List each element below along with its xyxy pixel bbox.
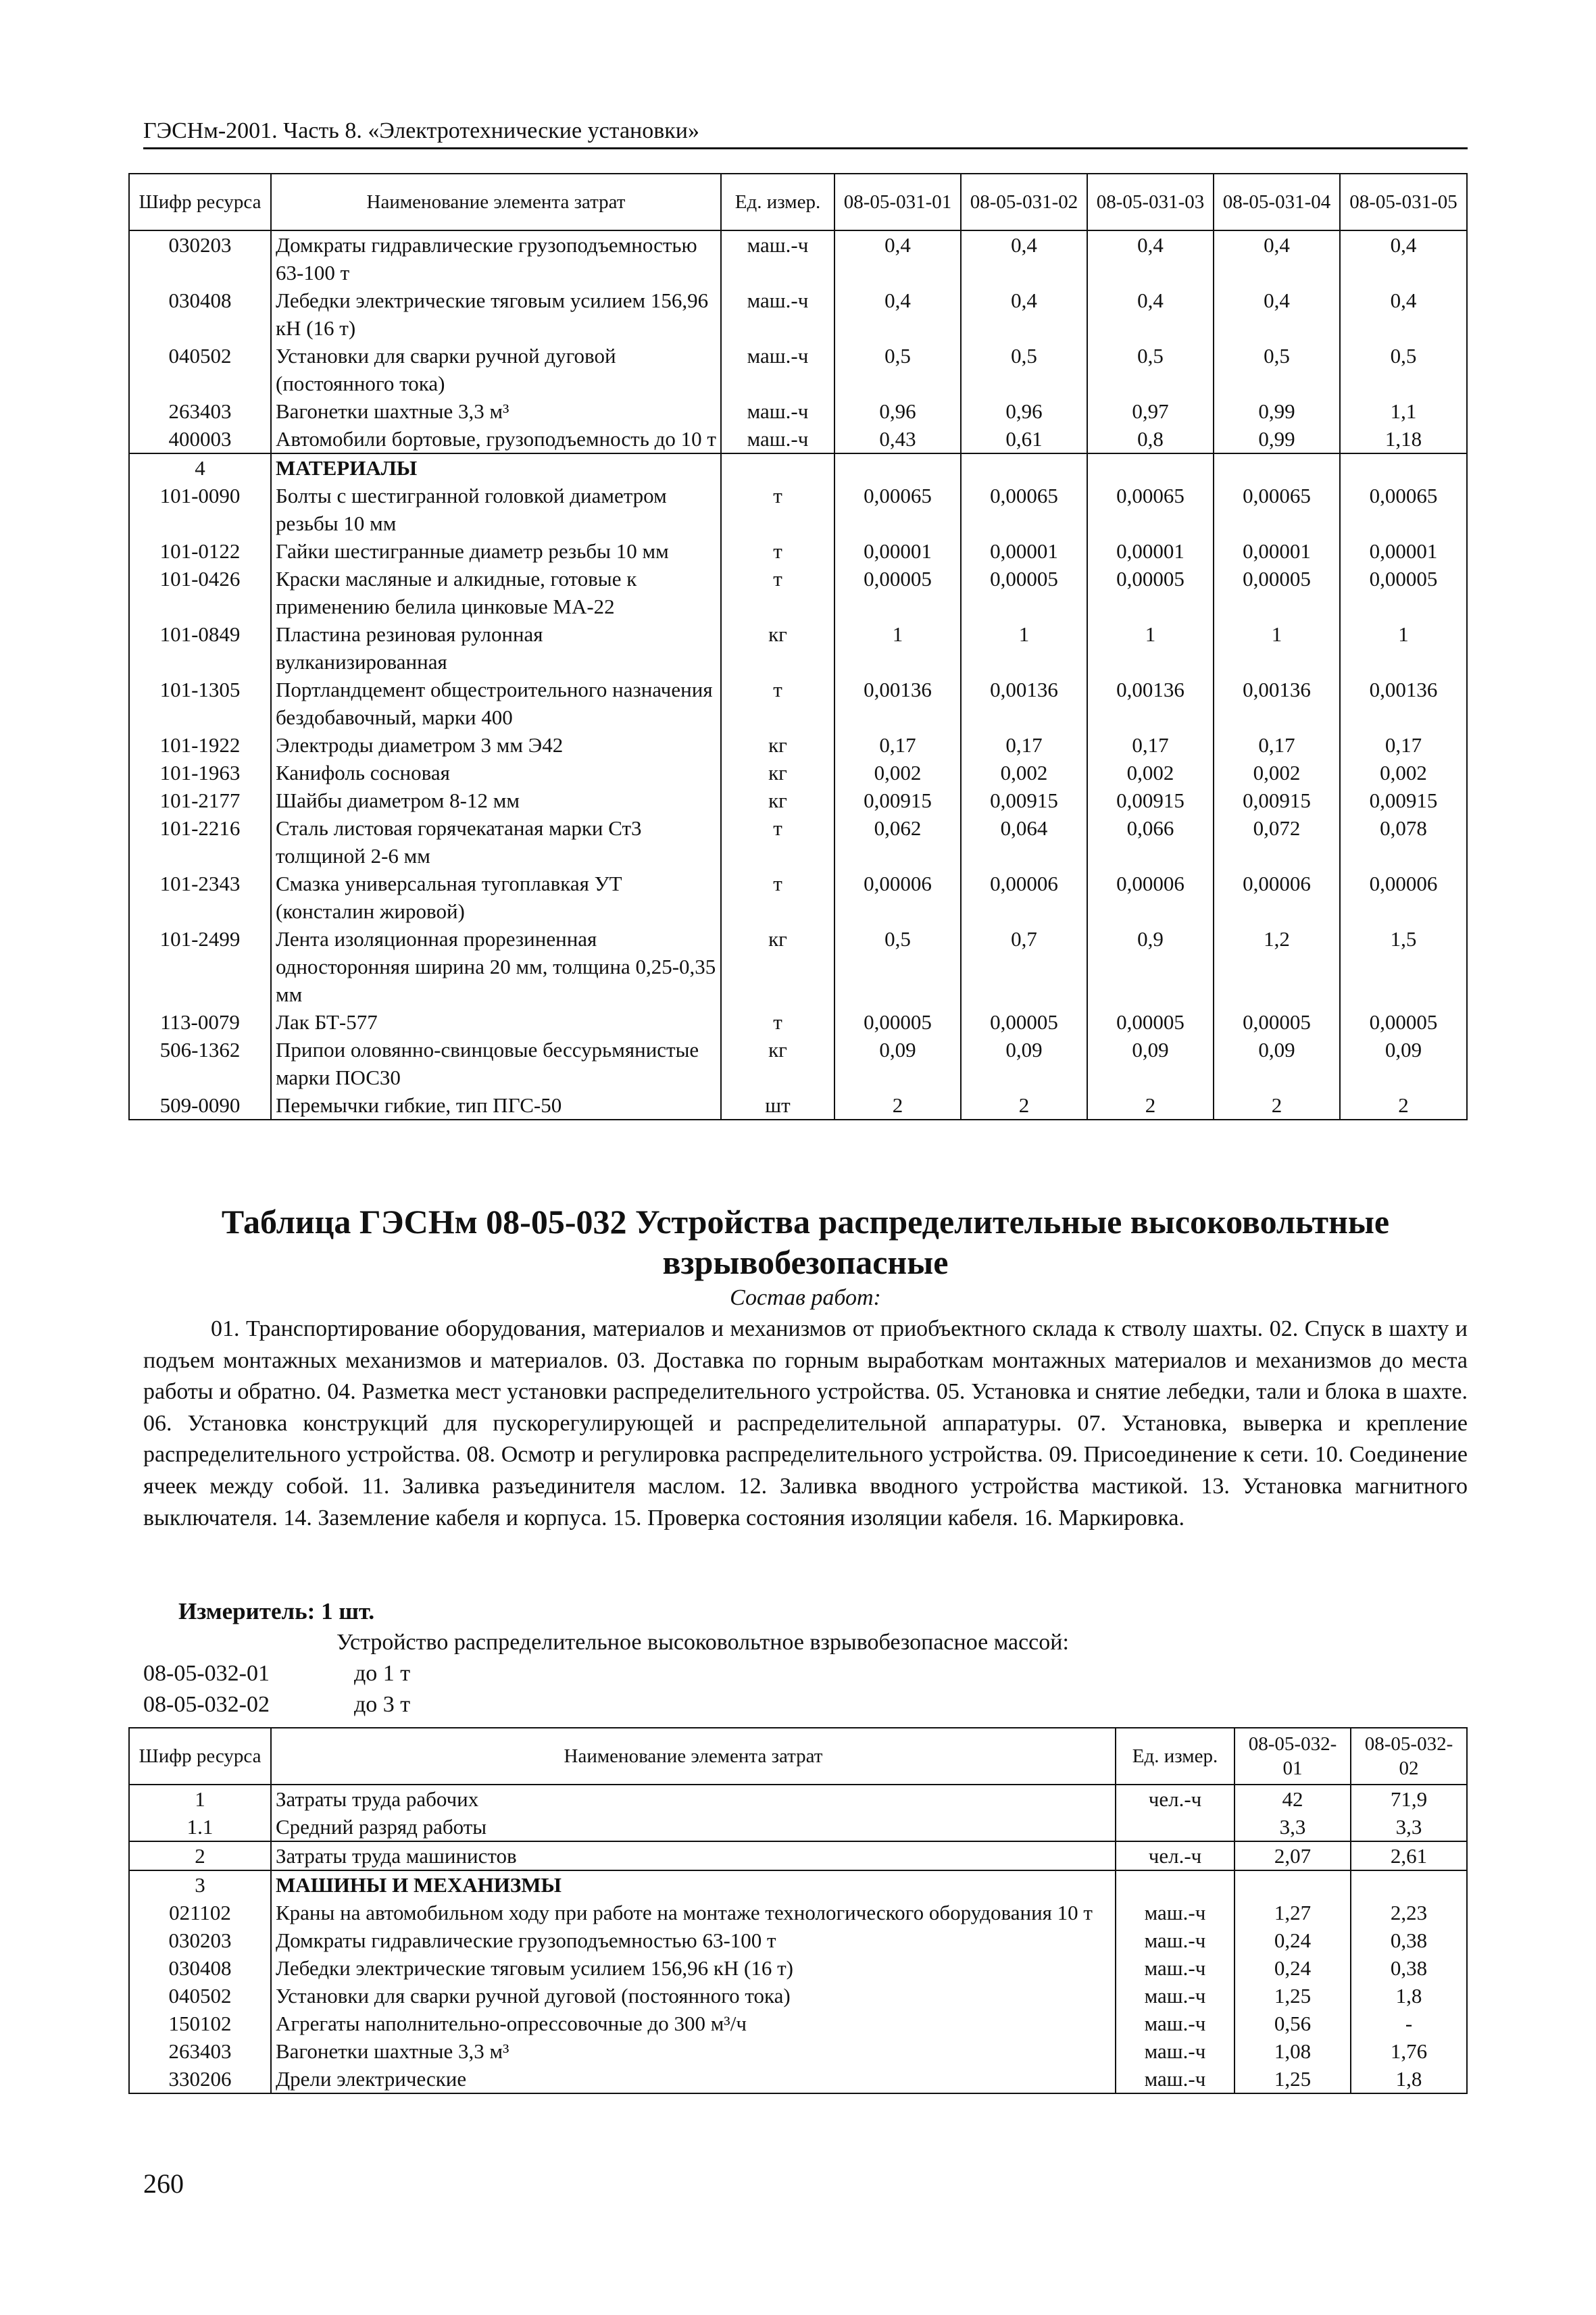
norm-value: 0,00915 — [1087, 787, 1214, 814]
resource-code: 030203 — [129, 230, 271, 287]
resource-unit: маш.-ч — [1116, 2037, 1235, 2065]
norm-value: 1,27 — [1235, 1899, 1351, 1926]
norm-value: 0,00006 — [1340, 870, 1467, 925]
norm-value: 0,00006 — [961, 870, 1087, 925]
resource-code: 330206 — [129, 2065, 271, 2093]
table-row — [129, 1982, 1467, 2010]
resource-unit: кг — [721, 787, 834, 814]
norm-value: 0,00001 — [834, 537, 961, 565]
variant-label: до 3 т — [354, 1692, 411, 1717]
norm-value — [1351, 1870, 1467, 1899]
norm-value: 0,09 — [1214, 1036, 1340, 1091]
resource-name: Вагонетки шахтные 3,3 м³ — [271, 2037, 1116, 2065]
resource-unit: шт — [721, 1091, 834, 1120]
table-row — [129, 870, 1467, 925]
norm-value: 1,2 — [1214, 925, 1340, 1008]
resource-name: Лебедки электрические тяговым усилием 156,96 кН (16 т) — [271, 287, 721, 342]
table-row — [129, 425, 1467, 453]
norm-value: 0,17 — [961, 731, 1087, 759]
table-group-row — [129, 453, 1467, 482]
norm-value: 1,8 — [1351, 1982, 1467, 2010]
norm-value: 0,99 — [1214, 397, 1340, 425]
norm-value: 0,9 — [1087, 925, 1214, 1008]
resource-code: 101-0849 — [129, 620, 271, 676]
resource-unit: чел.-ч — [1116, 1841, 1235, 1870]
norm-value: 2 — [1340, 1091, 1467, 1120]
section-title: Таблица ГЭСНм 08-05-032 Устройства распределительные высоковольтные взрывобезопасные — [221, 1203, 1390, 1281]
resource-code: 1 — [129, 1785, 271, 1813]
norm-value: 0,00001 — [961, 537, 1087, 565]
resource-unit: маш.-ч — [1116, 1954, 1235, 1982]
resource-name: Гайки шестигранные диаметр резьбы 10 мм — [271, 537, 721, 565]
resource-unit: маш.-ч — [1116, 1982, 1235, 2010]
norm-value: 0,4 — [961, 230, 1087, 287]
resource-code: 040502 — [129, 1982, 271, 2010]
work-composition-text: 01. Транспортирование оборудования, материалов и механизмов от приобъектного склада к стволу шахты. 02. Спуск в шахту и подъем монтажных механизмов и материалов. 03. Доставка по горным выработкам монтажных материалов и механизмов до места работы и обратно. 04. Разметка мест установки распределительного устройства. 05. Установка и снятие лебедки, тали и блока в шахте. 06. Установка конструкций для пускорегулирующей и распределительной аппаратуры. 07. Установка, выверка и крепление распределительного устройства. 08. Осмотр и регулировка распределительного устройства. 09. Присоединение к сети. 10. Соединение ячеек между собой. 11. Заливка разъединителя маслом. 12. Заливка вводного устройства мастикой. 13. Установка магнитного выключателя. 14. Заземление кабеля и корпуса. 15. Проверка состояния изоляции кабеля. 16. Маркировка. — [143, 1316, 1468, 1530]
col-header-variant: 08-05-031-03 — [1087, 174, 1214, 230]
col-header-unit: Ед. измер. — [721, 174, 834, 230]
resource-code: 400003 — [129, 425, 271, 453]
resource-unit: маш.-ч — [721, 397, 834, 425]
resource-code: 263403 — [129, 2037, 271, 2065]
norm-value: 0,00065 — [1087, 482, 1214, 537]
norm-value: 0,00005 — [1340, 1008, 1467, 1036]
resource-code: 101-2216 — [129, 814, 271, 870]
resource-unit: маш.-ч — [1116, 1899, 1235, 1926]
resource-unit: маш.-ч — [1116, 2010, 1235, 2037]
norm-value: 2,61 — [1351, 1841, 1467, 1870]
norm-value: 2,23 — [1351, 1899, 1467, 1926]
table-row — [129, 814, 1467, 870]
table-row — [129, 1926, 1467, 1954]
norm-value: 0,4 — [1340, 287, 1467, 342]
resource-unit: т — [721, 676, 834, 731]
table-row — [129, 537, 1467, 565]
norm-value: 0,00005 — [1214, 1008, 1340, 1036]
resource-name — [271, 1870, 1116, 1899]
norm-value: 0,61 — [961, 425, 1087, 453]
resource-unit: чел.-ч — [1116, 1785, 1235, 1813]
resource-name: Установки для сварки ручной дуговой (постоянного тока) — [271, 1982, 1116, 2010]
table-row — [129, 620, 1467, 676]
norm-value: 0,00005 — [1087, 565, 1214, 620]
col-header-variant: 08-05-031-02 — [961, 174, 1087, 230]
table-row — [129, 759, 1467, 787]
resource-name: Сталь листовая горячекатаная марки Ст3 толщиной 2-6 мм — [271, 814, 721, 870]
norm-value: 2 — [961, 1091, 1087, 1120]
norm-value: 1,25 — [1235, 2065, 1351, 2093]
table-row — [129, 230, 1467, 287]
resource-code: 263403 — [129, 397, 271, 425]
norm-value — [1087, 453, 1214, 482]
resource-code: 113-0079 — [129, 1008, 271, 1036]
variant-code: 08-05-032-02 — [143, 1692, 270, 1717]
table-row — [129, 1008, 1467, 1036]
norm-value: 0,38 — [1351, 1926, 1467, 1954]
resource-name: Болты с шестигранной головкой диаметром резьбы 10 мм — [271, 482, 721, 537]
norm-value: 0,062 — [834, 814, 961, 870]
resource-code: 101-0090 — [129, 482, 271, 537]
resource-code: 101-1305 — [129, 676, 271, 731]
resource-unit — [1116, 1870, 1235, 1899]
norm-value: 0,00006 — [1087, 870, 1214, 925]
measure-unit: Измеритель: 1 шт. — [178, 1598, 375, 1624]
resource-unit: т — [721, 1008, 834, 1036]
resource-name: Лебедки электрические тяговым усилием 156,96 кН (16 т) — [271, 1954, 1116, 1982]
norm-value: 1,18 — [1340, 425, 1467, 453]
norm-value: 0,00065 — [961, 482, 1087, 537]
norm-value: 0,5 — [834, 342, 961, 397]
norm-value: 1 — [834, 620, 961, 676]
resource-code: 101-2499 — [129, 925, 271, 1008]
measure-description: Устройство распределительное высоковольтное взрывобезопасное массой: — [336, 1630, 1069, 1655]
resource-code: 101-0122 — [129, 537, 271, 565]
resource-name: Лента изоляционная прорезиненная односторонняя ширина 20 мм, толщина 0,25-0,35 мм — [271, 925, 721, 1008]
norm-value — [1235, 1870, 1351, 1899]
col-header-variant: 08-05-032-02 — [1351, 1728, 1467, 1785]
norm-value: 0,00005 — [961, 1008, 1087, 1036]
norm-value: 0,066 — [1087, 814, 1214, 870]
resource-unit: маш.-ч — [721, 287, 834, 342]
resource-code: 150102 — [129, 2010, 271, 2037]
resource-unit: маш.-ч — [721, 230, 834, 287]
norm-value: 0,00136 — [834, 676, 961, 731]
resource-name: Смазка универсальная тугоплавкая УТ (консталин жировой) — [271, 870, 721, 925]
resource-name: Агрегаты наполнительно-опрессовочные до 300 м³/ч — [271, 2010, 1116, 2037]
norm-value: 1,08 — [1235, 2037, 1351, 2065]
resource-code: 021102 — [129, 1899, 271, 1926]
norm-value: 0,00001 — [1087, 537, 1214, 565]
page-number: 260 — [143, 2168, 184, 2199]
norm-value: 0,00001 — [1340, 537, 1467, 565]
norm-value: 0,24 — [1235, 1954, 1351, 1982]
resource-unit: кг — [721, 620, 834, 676]
norm-value: 0,43 — [834, 425, 961, 453]
col-header-variant: 08-05-032-01 — [1235, 1728, 1351, 1785]
resource-name: Домкраты гидравлические грузоподъемностью 63-100 т — [271, 230, 721, 287]
table-row — [129, 925, 1467, 1008]
resource-unit: маш.-ч — [721, 342, 834, 397]
resource-unit: кг — [721, 731, 834, 759]
variant-line — [143, 1689, 410, 1720]
norm-value: 1,76 — [1351, 2037, 1467, 2065]
group-title: МАШИНЫ И МЕХАНИЗМЫ — [276, 1873, 562, 1897]
norm-value: 0,078 — [1340, 814, 1467, 870]
resource-name: Шайбы диаметром 8-12 мм — [271, 787, 721, 814]
norm-value: 71,9 — [1351, 1785, 1467, 1813]
norm-value: 0,5 — [1340, 342, 1467, 397]
table-row — [129, 731, 1467, 759]
resource-code: 101-1922 — [129, 731, 271, 759]
table-row — [129, 2065, 1467, 2093]
resource-unit: т — [721, 814, 834, 870]
norm-value: 0,00005 — [961, 565, 1087, 620]
norm-value: 0,002 — [834, 759, 961, 787]
resource-unit: кг — [721, 925, 834, 1008]
norm-value: 0,064 — [961, 814, 1087, 870]
table-row — [129, 1841, 1467, 1870]
norm-value: 0,8 — [1087, 425, 1214, 453]
norm-value: 0,4 — [961, 287, 1087, 342]
table-row — [129, 1899, 1467, 1926]
resource-unit: маш.-ч — [1116, 2065, 1235, 2093]
resource-name: Пластина резиновая рулонная вулканизированная — [271, 620, 721, 676]
norm-value: 0,4 — [1214, 287, 1340, 342]
norm-value: - — [1351, 2010, 1467, 2037]
resource-name: Средний разряд работы — [271, 1813, 1116, 1841]
norm-value: 0,00136 — [961, 676, 1087, 731]
norm-value: 0,17 — [1087, 731, 1214, 759]
resource-code: 040502 — [129, 342, 271, 397]
resource-table-08-05-031 — [128, 173, 1468, 1120]
resource-unit: кг — [721, 1036, 834, 1091]
norm-value: 1 — [1214, 620, 1340, 676]
table-group-row — [129, 1870, 1467, 1899]
norm-value: 0,17 — [1340, 731, 1467, 759]
col-header-unit: Ед. измер. — [1116, 1728, 1235, 1785]
resource-name — [271, 453, 721, 482]
norm-value: 0,00065 — [1214, 482, 1340, 537]
resource-code: 101-0426 — [129, 565, 271, 620]
norm-value: 0,4 — [1214, 230, 1340, 287]
col-header-variant: 08-05-031-05 — [1340, 174, 1467, 230]
norm-value: 0,09 — [834, 1036, 961, 1091]
table-row — [129, 787, 1467, 814]
norm-value: 0,00136 — [1340, 676, 1467, 731]
resource-code: 1.1 — [129, 1813, 271, 1841]
resource-code: 509-0090 — [129, 1091, 271, 1120]
norm-value: 1 — [1087, 620, 1214, 676]
norm-value: 0,00065 — [1340, 482, 1467, 537]
col-header-code: Шифр ресурса — [129, 174, 271, 230]
norm-value: 0,09 — [961, 1036, 1087, 1091]
norm-value — [834, 453, 961, 482]
variant-line — [143, 1658, 410, 1689]
resource-code: 4 — [129, 453, 271, 482]
norm-value: 0,4 — [1087, 287, 1214, 342]
norm-value: 0,09 — [1340, 1036, 1467, 1091]
resource-unit: т — [721, 482, 834, 537]
norm-value: 0,00915 — [961, 787, 1087, 814]
norm-value: 2 — [1087, 1091, 1214, 1120]
resource-name: Припои оловянно-свинцовые бессурьмянистые марки ПОС30 — [271, 1036, 721, 1091]
table-row — [129, 482, 1467, 537]
norm-value: 0,002 — [961, 759, 1087, 787]
resource-unit: маш.-ч — [721, 425, 834, 453]
resource-name: Домкраты гидравлические грузоподъемностью 63-100 т — [271, 1926, 1116, 1954]
resource-name: Затраты труда машинистов — [271, 1841, 1116, 1870]
norm-value: 0,00136 — [1214, 676, 1340, 731]
norm-value — [1340, 453, 1467, 482]
resource-code: 030408 — [129, 287, 271, 342]
norm-value: 0,7 — [961, 925, 1087, 1008]
resource-name: Дрели электрические — [271, 2065, 1116, 2093]
norm-value: 0,5 — [1087, 342, 1214, 397]
norm-value: 0,00915 — [1214, 787, 1340, 814]
resource-code: 030408 — [129, 1954, 271, 1982]
norm-value: 1 — [1340, 620, 1467, 676]
resource-unit — [721, 453, 834, 482]
col-header-variant: 08-05-031-04 — [1214, 174, 1340, 230]
norm-value: 0,00005 — [834, 1008, 961, 1036]
norm-value: 0,97 — [1087, 397, 1214, 425]
norm-value: 0,00005 — [1214, 565, 1340, 620]
table-row — [129, 565, 1467, 620]
norm-value: 0,00065 — [834, 482, 961, 537]
norm-value: 0,17 — [834, 731, 961, 759]
norm-value: 0,00001 — [1214, 537, 1340, 565]
resource-unit — [1116, 1813, 1235, 1841]
norm-value: 0,96 — [834, 397, 961, 425]
variant-code: 08-05-032-01 — [143, 1661, 270, 1686]
table-row — [129, 397, 1467, 425]
norm-value: 0,002 — [1340, 759, 1467, 787]
norm-value: 0,4 — [834, 287, 961, 342]
resource-code: 2 — [129, 1841, 271, 1870]
norm-value: 0,09 — [1087, 1036, 1214, 1091]
norm-value: 0,56 — [1235, 2010, 1351, 2037]
col-header-name: Наименование элемента затрат — [271, 1728, 1116, 1785]
norm-value: 0,00136 — [1087, 676, 1214, 731]
running-header: ГЭСНм-2001. Часть 8. «Электротехнические установки» — [143, 116, 1468, 149]
norm-value: 0,5 — [834, 925, 961, 1008]
resource-code: 506-1362 — [129, 1036, 271, 1091]
table-row — [129, 2037, 1467, 2065]
variant-label: до 1 т — [354, 1661, 411, 1686]
norm-value: 0,99 — [1214, 425, 1340, 453]
norm-value: 2,07 — [1235, 1841, 1351, 1870]
col-header-code: Шифр ресурса — [129, 1728, 271, 1785]
norm-value: 0,5 — [961, 342, 1087, 397]
table-row — [129, 676, 1467, 731]
norm-value: 0,96 — [961, 397, 1087, 425]
norm-value: 0,38 — [1351, 1954, 1467, 1982]
group-title: МАТЕРИАЛЫ — [276, 456, 418, 480]
resource-code: 101-2177 — [129, 787, 271, 814]
table-header-row — [129, 1728, 1467, 1785]
norm-value: 0,4 — [834, 230, 961, 287]
norm-value: 0,002 — [1214, 759, 1340, 787]
resource-name: Канифоль сосновая — [271, 759, 721, 787]
resource-name: Краны на автомобильном ходу при работе на монтаже технологического оборудования 10 т — [271, 1899, 1116, 1926]
norm-value: 0,24 — [1235, 1926, 1351, 1954]
norm-value: 3,3 — [1351, 1813, 1467, 1841]
norm-value: 1 — [961, 620, 1087, 676]
norm-value: 0,072 — [1214, 814, 1340, 870]
col-header-variant: 08-05-031-01 — [834, 174, 961, 230]
work-composition-heading: Состав работ: — [730, 1285, 881, 1310]
norm-value: 1,1 — [1340, 397, 1467, 425]
resource-name: Автомобили бортовые, грузоподъемность до 10 т — [271, 425, 721, 453]
resource-name: Портландцемент общестроительного назначения бездобавочный, марки 400 — [271, 676, 721, 731]
norm-value: 0,00006 — [834, 870, 961, 925]
norm-value: 0,00005 — [834, 565, 961, 620]
resource-unit: т — [721, 537, 834, 565]
col-header-name: Наименование элемента затрат — [271, 174, 721, 230]
resource-code: 030203 — [129, 1926, 271, 1954]
resource-unit: маш.-ч — [1116, 1926, 1235, 1954]
norm-value: 1,5 — [1340, 925, 1467, 1008]
norm-value: 0,00006 — [1214, 870, 1340, 925]
resource-unit: т — [721, 870, 834, 925]
norm-value: 1,8 — [1351, 2065, 1467, 2093]
norm-value — [1214, 453, 1340, 482]
resource-name: Электроды диаметром 3 мм Э42 — [271, 731, 721, 759]
table-row — [129, 1785, 1467, 1813]
table-row — [129, 1954, 1467, 1982]
norm-value: 0,4 — [1087, 230, 1214, 287]
table-row — [129, 287, 1467, 342]
resource-name: Вагонетки шахтные 3,3 м³ — [271, 397, 721, 425]
resource-name: Лак БТ-577 — [271, 1008, 721, 1036]
resource-code: 101-2343 — [129, 870, 271, 925]
norm-value: 0,002 — [1087, 759, 1214, 787]
resource-name: Перемычки гибкие, тип ПГС-50 — [271, 1091, 721, 1120]
norm-value — [961, 453, 1087, 482]
norm-value: 0,00915 — [1340, 787, 1467, 814]
table-row — [129, 2010, 1467, 2037]
norm-value: 2 — [834, 1091, 961, 1120]
table-row — [129, 1036, 1467, 1091]
resource-unit: кг — [721, 759, 834, 787]
resource-name: Установки для сварки ручной дуговой (постоянного тока) — [271, 342, 721, 397]
norm-value: 3,3 — [1235, 1813, 1351, 1841]
norm-value: 0,00915 — [834, 787, 961, 814]
norm-value: 0,00005 — [1087, 1008, 1214, 1036]
table-row — [129, 1813, 1467, 1841]
resource-unit: т — [721, 565, 834, 620]
norm-value: 0,4 — [1340, 230, 1467, 287]
norm-value: 2 — [1214, 1091, 1340, 1120]
resource-table-08-05-032 — [128, 1727, 1468, 2094]
table-row — [129, 1091, 1467, 1120]
norm-value: 0,5 — [1214, 342, 1340, 397]
table-row — [129, 342, 1467, 397]
table-header-row — [129, 174, 1467, 230]
norm-value: 0,00005 — [1340, 565, 1467, 620]
resource-name: Краски масляные и алкидные, готовые к применению белила цинковые МА-22 — [271, 565, 721, 620]
resource-name: Затраты труда рабочих — [271, 1785, 1116, 1813]
norm-value: 42 — [1235, 1785, 1351, 1813]
resource-code: 101-1963 — [129, 759, 271, 787]
resource-code: 3 — [129, 1870, 271, 1899]
norm-value: 0,17 — [1214, 731, 1340, 759]
norm-value: 1,25 — [1235, 1982, 1351, 2010]
